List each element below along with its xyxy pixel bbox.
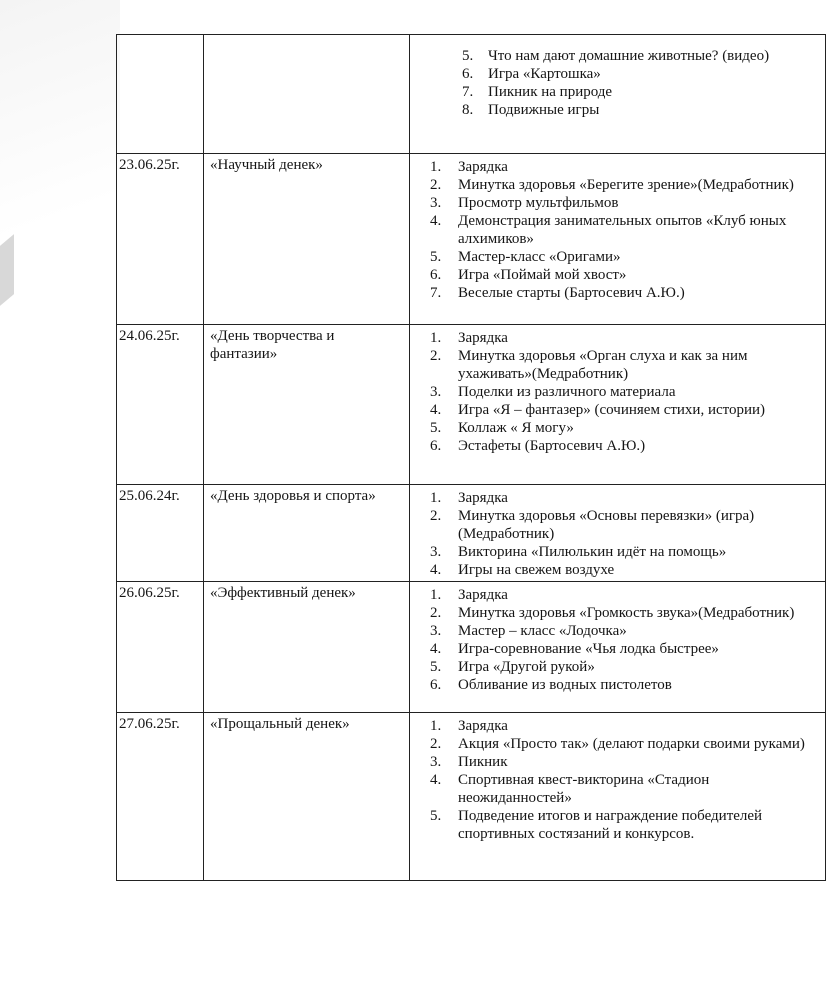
item-text: Зарядка: [458, 587, 508, 603]
date-cell: 27.06.25г.: [117, 713, 204, 881]
item-number: 3.: [430, 195, 442, 211]
item-text: Игра «Картошка»: [488, 66, 601, 82]
item-text: Игра «Другой рукой»: [458, 659, 595, 675]
item-text: Обливание из водных пистолетов: [458, 677, 672, 693]
item-text: Пикник на природе: [488, 84, 613, 100]
item-number: 2.: [430, 177, 442, 193]
item-text: Просмотр мультфильмов: [458, 195, 619, 211]
item-text: Игра «Поймай мой хвост»: [458, 267, 627, 283]
date-cell: 23.06.25г.: [117, 154, 204, 325]
date-cell: 25.06.24г.: [117, 485, 204, 582]
activities-cell: [410, 325, 826, 485]
schedule-row: [117, 154, 826, 325]
activities-cell: [410, 485, 826, 582]
item-text: Подведение итогов и награждение победителей спортивных состязаний и конкурсов.: [458, 808, 763, 842]
item-number: 4.: [430, 562, 442, 578]
item-text: Игра «Я – фантазер» (сочиняем стихи, истории): [458, 402, 766, 418]
list-item: [410, 437, 825, 455]
item-text: Мастер – класс «Лодочка»: [458, 623, 627, 639]
item-number: 5.: [462, 48, 474, 64]
list-item: [410, 604, 825, 622]
item-number: 6.: [430, 438, 442, 454]
theme-cell: [204, 35, 410, 154]
item-number: 3.: [430, 544, 442, 560]
activity-list: [410, 582, 825, 694]
activities-cell: [410, 154, 826, 325]
item-number: 2.: [430, 736, 442, 752]
list-item: [410, 248, 825, 266]
item-text: Зарядка: [458, 330, 508, 346]
schedule-row: [117, 713, 826, 881]
item-text: Зарядка: [458, 159, 508, 175]
list-item: [410, 658, 825, 676]
activity-list: [410, 713, 825, 843]
item-number: 3.: [430, 384, 442, 400]
item-number: 2.: [430, 348, 442, 364]
theme-cell: «День здоровья и спорта»: [204, 485, 410, 582]
list-item: [410, 771, 825, 807]
list-item: [410, 212, 825, 248]
schedule-table: [116, 34, 826, 881]
item-number: 4.: [430, 772, 442, 788]
list-item: [410, 489, 825, 507]
item-text: Подвижные игры: [488, 102, 600, 118]
list-item: [410, 383, 825, 401]
item-number: 1.: [430, 587, 442, 603]
list-item: [410, 717, 825, 735]
item-text: Минутка здоровья «Берегите зрение»(Медработник): [458, 177, 794, 193]
list-item: [410, 622, 825, 640]
item-number: 5.: [430, 249, 442, 265]
activity-list: [410, 154, 825, 302]
item-text: Минутка здоровья «Орган слуха и как за ним ухаживать»(Медработник): [458, 348, 748, 382]
item-text: Веселые старты (Бартосевич А.Ю.): [458, 285, 685, 301]
item-text: Зарядка: [458, 490, 508, 506]
item-number: 6.: [462, 66, 474, 82]
list-item: [410, 176, 825, 194]
item-text: Викторина «Пилюлькин идёт на помощь»: [458, 544, 727, 560]
item-number: 6.: [430, 677, 442, 693]
item-number: 8.: [462, 102, 474, 118]
list-item: [410, 266, 825, 284]
item-number: 3.: [430, 754, 442, 770]
item-text: Коллаж « Я могу»: [458, 420, 574, 436]
item-text: Минутка здоровья «Громкость звука»(Медработник): [458, 605, 795, 621]
item-text: Мастер-класс «Оригами»: [458, 249, 621, 265]
list-item: [410, 735, 825, 753]
page-corner-shadow: [0, 0, 120, 300]
item-text: Минутка здоровья «Основы перевязки» (игра)(Медработник): [458, 508, 755, 542]
item-text: Акция «Просто так» (делают подарки своими руками): [458, 736, 805, 752]
item-text: Что нам дают домашние животные? (видео): [488, 48, 770, 64]
activities-cell: [410, 713, 826, 881]
list-item: [410, 329, 825, 347]
list-item: [410, 561, 825, 579]
activities-cell: [410, 582, 826, 713]
activities-cell: [410, 35, 826, 154]
list-item: [410, 753, 825, 771]
item-text: Поделки из различного материала: [458, 384, 676, 400]
schedule-row: [117, 582, 826, 713]
activity-list: [410, 325, 825, 455]
theme-cell: «День творчества и фантазии»: [204, 325, 410, 485]
item-number: 7.: [462, 84, 474, 100]
list-item: [410, 807, 825, 843]
list-item: [410, 419, 825, 437]
list-item: [410, 101, 825, 119]
item-text: Спортивная квест-викторина «Стадион неожиданностей»: [458, 772, 710, 806]
item-number: 5.: [430, 808, 442, 824]
date-cell: [117, 35, 204, 154]
theme-cell: «Прощальный денек»: [204, 713, 410, 881]
list-item: [410, 194, 825, 212]
item-text: Эстафеты (Бартосевич А.Ю.): [458, 438, 646, 454]
list-item: [410, 401, 825, 419]
item-number: 4.: [430, 641, 442, 657]
list-item: [410, 676, 825, 694]
list-item: [410, 640, 825, 658]
list-item: [410, 586, 825, 604]
list-item: [410, 158, 825, 176]
list-item: [410, 507, 825, 543]
page-fold-mark: [0, 234, 14, 306]
item-number: 4.: [430, 213, 442, 229]
schedule-row: [117, 35, 826, 154]
item-number: 7.: [430, 285, 442, 301]
item-number: 1.: [430, 490, 442, 506]
item-text: Игра-соревнование «Чья лодка быстрее»: [458, 641, 719, 657]
activity-list: [410, 35, 825, 119]
item-number: 1.: [430, 718, 442, 734]
activity-list: [410, 485, 825, 579]
item-text: Игры на свежем воздухе: [458, 562, 615, 578]
item-number: 4.: [430, 402, 442, 418]
item-number: 2.: [430, 508, 442, 524]
item-number: 1.: [430, 159, 442, 175]
item-number: 5.: [430, 659, 442, 675]
item-text: Пикник: [458, 754, 508, 770]
list-item: [410, 284, 825, 302]
item-number: 6.: [430, 267, 442, 283]
item-number: 5.: [430, 420, 442, 436]
theme-cell: «Эффективный денек»: [204, 582, 410, 713]
item-number: 1.: [430, 330, 442, 346]
item-number: 3.: [430, 623, 442, 639]
item-number: 2.: [430, 605, 442, 621]
list-item: [410, 347, 825, 383]
list-item: [410, 83, 825, 101]
theme-cell: «Научный денек»: [204, 154, 410, 325]
item-text: Зарядка: [458, 718, 508, 734]
date-cell: 26.06.25г.: [117, 582, 204, 713]
schedule-row: [117, 325, 826, 485]
list-item: [410, 65, 825, 83]
list-item: [410, 543, 825, 561]
date-cell: 24.06.25г.: [117, 325, 204, 485]
item-text: Демонстрация занимательных опытов «Клуб юных алхимиков»: [458, 213, 787, 247]
schedule-row: [117, 485, 826, 582]
list-item: [410, 47, 825, 65]
